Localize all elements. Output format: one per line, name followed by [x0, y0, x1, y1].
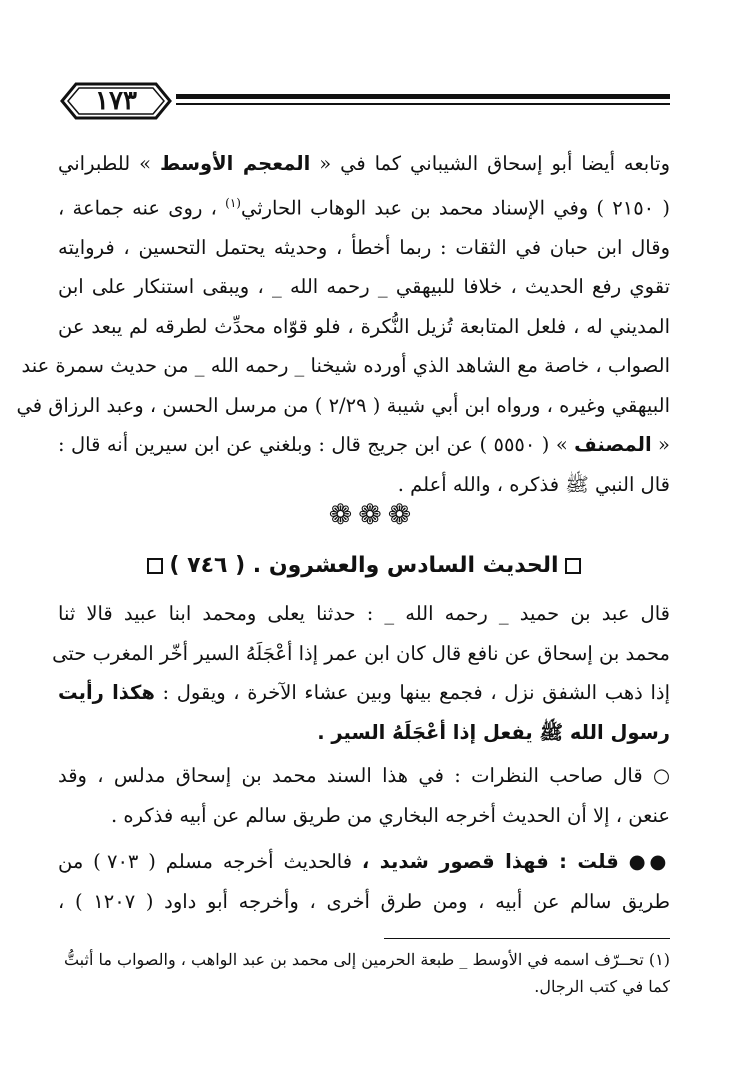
- response-lead: قلت : فهذا قصور شديد ،: [361, 850, 619, 873]
- text-line: المديني له ، فلعل المتابعة تُزيل النُّكرة ، فلو قوّاه محدِّث لطرقه لم يبعد عن: [58, 314, 670, 338]
- footnotes: [58, 946, 670, 1000]
- text-line: تقوي رفع الحديث ، خلافا للبيهقي _ رحمه الله _ ، ويبقى استنكار على ابن: [58, 275, 670, 298]
- text-line: « المصنف » ( ٥٥٥٠ ) عن ابن جريج قال : وبلغني عن ابن سيرين أنه قال :: [58, 433, 670, 456]
- square-bullet-icon: [147, 558, 163, 574]
- page-header: [58, 78, 670, 124]
- hadith-title: الحديث السادس والعشرون . ( ٧٤٦ ): [169, 553, 559, 578]
- ornament-divider: ❁❁❁: [328, 498, 418, 531]
- paragraph-nazarat: [58, 756, 670, 835]
- hadith-matn: رسول الله ﷺ يفعل إذا أعْجَلَهُ السير .: [317, 720, 670, 744]
- paragraph-takhrij: [16, 144, 670, 504]
- paragraph-response: [58, 842, 670, 921]
- book-title: المعجم الأوسط: [159, 152, 311, 175]
- section-heading: [58, 548, 670, 584]
- footnote-divider: [384, 938, 670, 939]
- text-line: إذا ذهب الشفق نزل ، فجمع بينها وبين عشاء الآخرة ، ويقول : هكذا رأيت: [58, 681, 670, 704]
- header-rule-thin: [176, 103, 670, 105]
- text-line: ( ٢١٥٠ ) وفي الإسناد محمد بن عبد الوهاب الحارثي$^{(١)}$ ، روى عنه جماعة ،: [58, 195, 670, 219]
- text-line: محمد بن إسحاق عن نافع قال كان ابن عمر إذا أعْجَلَهُ السير أخّر المغرب حتى: [52, 641, 670, 665]
- square-bullet-icon: [565, 558, 581, 574]
- text-line: ○ قال صاحب النظرات : في هذا السند محمد بن إسحاق مدلس ، وقد: [58, 764, 670, 787]
- text-line: وقال ابن حبان في الثقات : ربما أخطأ ، وحديثه يحتمل التحسين ، فروايته: [58, 235, 670, 259]
- footnote-ref: (١): [225, 195, 241, 210]
- text-line: البيهقي وغيره ، ورواه ابن أبي شيبة ( ٢/٢٩ ) من مرسل الحسن ، وعبد الرزاق في: [16, 393, 670, 417]
- page-number-frame: [58, 78, 174, 124]
- text-line: عنعن ، إلا أن الحديث أخرجه البخاري من طريق سالم عن أبيه فذكره .: [110, 803, 670, 827]
- text-line: قال عبد بن حميد _ رحمه الله _ : حدثنا يعلى ومحمد ابنا عبيد قالا ثنا: [58, 602, 670, 625]
- text-line: ●● قلت : فهذا قصور شديد ، فالحديث أخرجه مسلم ( ٧٠٣ ) من: [58, 850, 671, 873]
- footnote-line: كما في كتب الرجال.: [534, 977, 670, 996]
- book-title: المصنف: [574, 433, 652, 456]
- header-rule-thick: [176, 94, 670, 99]
- text-line: قال النبي ﷺ فذكره ، والله أعلم .: [397, 472, 670, 496]
- text-line: طريق سالم عن أبيه ، ومن طرق أخرى ، وأخرجه أبو داود ( ١٢٠٧ ) ،: [58, 889, 670, 913]
- text-line: وتابعه أيضا أبو إسحاق الشيباني كما في « المعجم الأوسط » للطبراني: [58, 152, 670, 175]
- text-line: الصواب ، خاصة مع الشاهد الذي أورده شيخنا _ رحمه الله _ من حديث سمرة عند: [21, 354, 670, 377]
- text-line: [58, 713, 670, 753]
- footnote-line: (١) تحــرّف اسمه في الأوسط _ طبعة الحرمين إلى محمد بن عبد الواهب ، والصواب ما أثبتُّ: [63, 950, 670, 969]
- hadith-matn: هكذا رأيت: [58, 681, 155, 704]
- page-number: ١٧٣: [95, 86, 137, 116]
- paragraph-hadith: [52, 594, 670, 752]
